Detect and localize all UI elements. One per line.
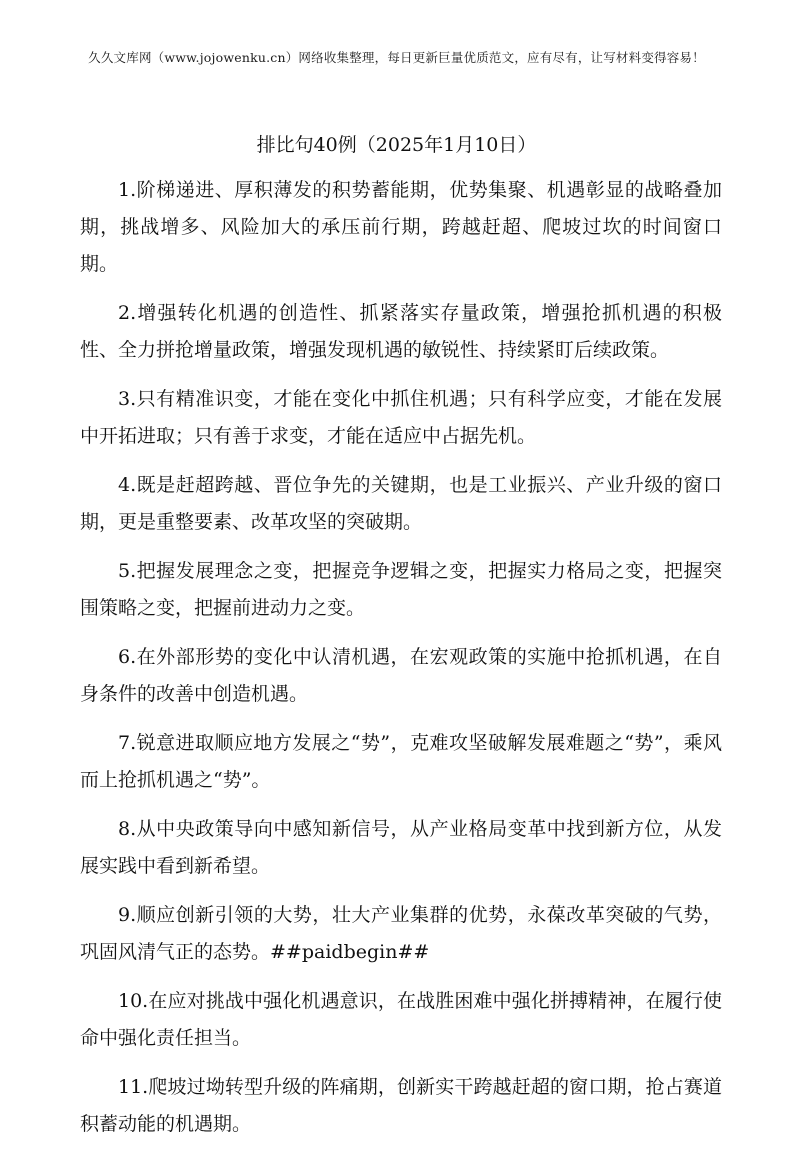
paragraph-3: 3.只有精准识变，才能在变化中抓住机遇；只有科学应变，才能在发展中开拓进取；只有善于求变，才能在适应中占据先机。	[80, 388, 722, 447]
paragraph-10: 10.在应对挑战中强化机遇意识，在战胜困难中强化拼搏精神，在履行使命中强化责任担当。	[80, 990, 722, 1049]
document-title: 排比句40例（2025年1月10日）	[256, 134, 537, 156]
document-body	[80, 172, 722, 1155]
paragraph-6: 6.在外部形势的变化中认清机遇，在宏观政策的实施中抢抓机遇，在自身条件的改善中创造机遇。	[80, 646, 722, 705]
paragraph-7: 7.锐意进取顺应地方发展之“势”，克难攻坚破解发展难题之“势”，乘风而上抢抓机遇之“势”。	[80, 732, 722, 791]
paragraph-1: 1.阶梯递进、厚积薄发的积势蓄能期，优势集聚、机遇彰显的战略叠加期，挑战增多、风险加大的承压前行期，跨越赶超、爬坡过坎的时间窗口期。	[80, 179, 722, 275]
paragraph-8: 8.从中央政策导向中感知新信号，从产业格局变革中找到新方位，从发展实践中看到新希望。	[80, 818, 722, 877]
paragraph-5: 5.把握发展理念之变，把握竞争逻辑之变，把握实力格局之变，把握突围策略之变，把握前进动力之变。	[80, 560, 722, 619]
paragraph-11: 11.爬坡过坳转型升级的阵痛期，创新实干跨越赶超的窗口期，抢占赛道积蓄动能的机遇期。	[80, 1076, 722, 1135]
paragraph-9: 9.顺应创新引领的大势，壮大产业集群的优势，永葆改革突破的气势，巩固风清气正的态势。##paidbegin##	[80, 904, 722, 963]
paragraph-2: 2.增强转化机遇的创造性、抓紧落实存量政策，增强抢抓机遇的积极性、全力拼抢增量政策，增强发现机遇的敏锐性、持续紧盯后续政策。	[80, 302, 722, 361]
page-header: 久久文库网（www.jojowenku.cn）网络收集整理，每日更新巨量优质范文，应有尽有，让写材料变得容易！	[88, 50, 705, 65]
paragraph-4: 4.既是赶超跨越、晋位争先的关键期，也是工业振兴、产业升级的窗口期，更是重整要素、改革攻坚的突破期。	[80, 474, 722, 533]
